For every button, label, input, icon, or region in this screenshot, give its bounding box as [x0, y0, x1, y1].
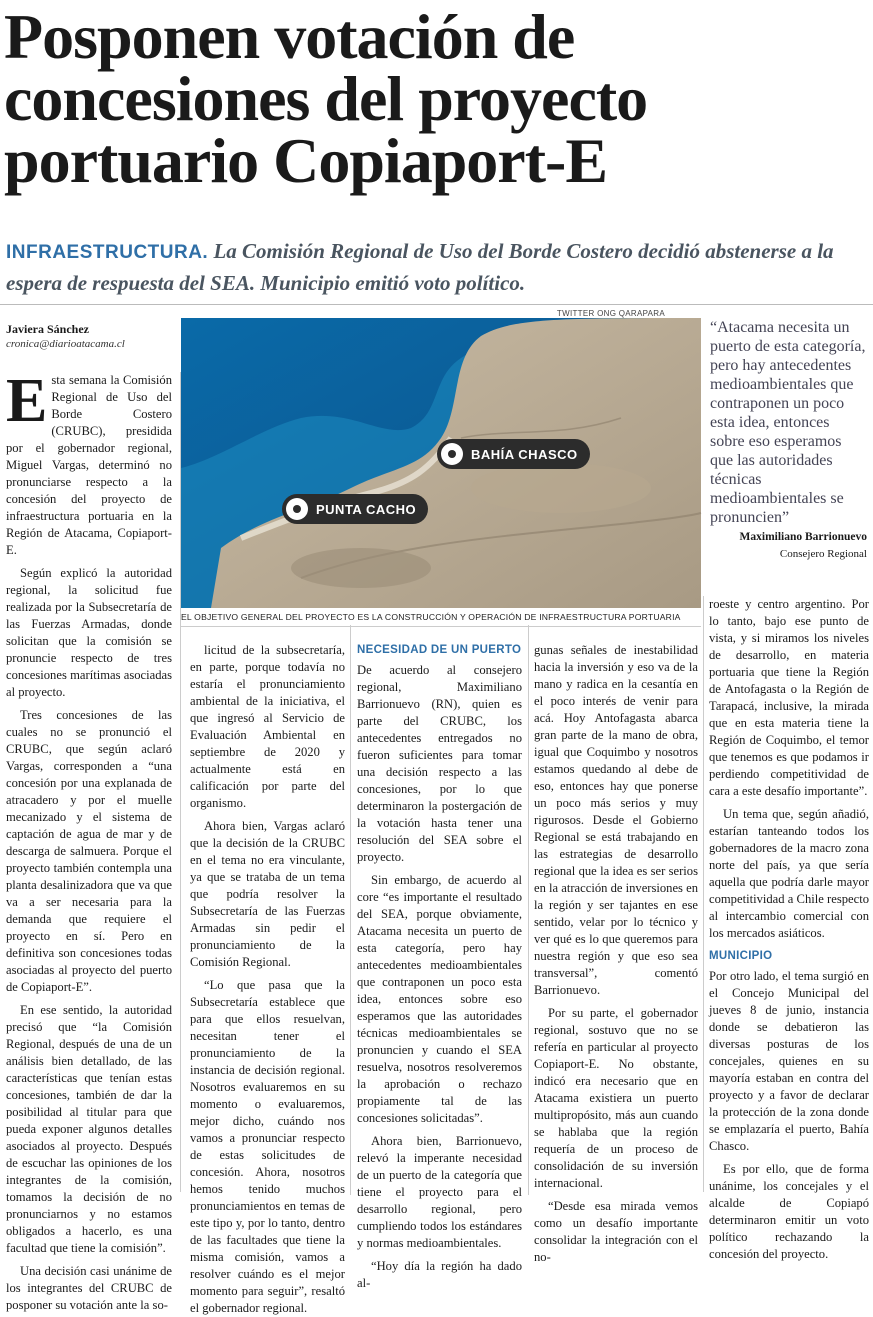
- paragraph: gunas señales de inestabilidad hacia la inversión y eso va de la mano y radica en la cesantía en el poco interés de venir para acá. Hoy Antofagasta abarca gran parte de la mano de obra, igual que Coquimbo y nosotros estamos quedando al debe de eso, entonces hay que ponerse un poco más serios y muy rigurosos. Desde el Gobierno Regional se está trabajando en las estrategias de desarrollo regional que la idea es ser serios en la atracción de inversiones en la región y ser tajantes en ese sentido, velar por lo técnico y ver qué es lo que queremos para nuestra región y que eso sea transversal”, comentó Barrionuevo.: [534, 643, 698, 997]
- label-text: PUNTA CACHO: [316, 501, 417, 517]
- paragraph: licitud de la subsecretaría, en parte, porque todavía no estaría el pronunciamiento ambiental de la iniciativa, el que ingresó al Servicio de Evaluación Ambiental en septiembre de 2020 y actualmente está en calificación por parte del organismo.: [190, 643, 345, 810]
- paragraph: Sin embargo, de acuerdo al core “es importante el resultado del SEA, porque obviamente, Atacama necesita un puerto de esta categoría, pero hay antecedentes medioambientales que contraponen un poco esta idea, entonces sobre eso esperamos que las autoridades técnicas medioambientales se pronuncien y cuando el SEA resuelva, nosotros resolveremos la aprobación o rechazo propiamente tal de las concesiones solicitadas”.: [357, 873, 522, 1125]
- subheading: NECESIDAD DE UN PUERTO: [357, 644, 522, 656]
- photo-caption: EL OBJETIVO GENERAL DEL PROYECTO ES LA CONSTRUCCIÓN Y OPERACIÓN DE INFRAESTRUCTURA PORTUARIA: [181, 612, 701, 627]
- headline-line-1: Posponen votación de: [4, 1, 575, 72]
- deck-text: La Comisión Regional de Uso del Borde Costero decidió abstenerse a la espera de respuesta del SEA. Municipio emitió voto político.: [6, 239, 834, 295]
- headline: [4, 1, 864, 196]
- headline-line-2: concesiones del proyecto: [4, 63, 648, 134]
- column-divider: [180, 372, 181, 1192]
- quote-role: Consejero Regional: [779, 548, 867, 560]
- map-label-bahia-chasco: [437, 439, 590, 469]
- paragraph: En ese sentido, la autoridad precisó que “la Comisión Regional, después de una de un análisis bien detallado, de las características que tenían estas concesiones, también de dar la posibilidad al titular para que pueda exponer algunos detalles asociados al proyecto. Después de escuchar las opiniones de los integrantes de la comisión, tomamos la decisión de no pronunciarnos y no estamos obligados a hacerlo, es una facultad que tiene la comisión”.: [6, 1003, 172, 1255]
- column-divider: [350, 625, 351, 1195]
- map-label-punta-cacho: [282, 494, 428, 524]
- column-divider: [528, 625, 529, 1195]
- paragraph: Por su parte, el gobernador regional, sostuvo que no se refería en particular al proyecto Copiaport-E. No obstante, indicó era necesario que en Atacama existiera un puerto multipropósito, más aun cuando se hablaba que la región requería de un proceso de consolidación de su inversión internacional.: [534, 1006, 698, 1190]
- article-column-2: [190, 642, 345, 1315]
- paragraph: “Desde esa mirada vemos como un desafío importante consolidar la integración con el no-: [534, 1199, 698, 1264]
- headline-line-3: portuario Copiaport-E: [4, 125, 607, 196]
- deck: [6, 236, 866, 298]
- author-email[interactable]: cronica@diarioatacama.cl: [6, 338, 125, 350]
- location-pin-icon: [441, 443, 463, 465]
- section-kicker: INFRAESTRUCTURA.: [6, 242, 209, 263]
- paragraph: Según explicó la autoridad regional, la solicitud fue realizada por la Subsecretaría de las Fuerzas Armadas, donde solicitan que la comisión se pronuncie respecto de tres concesiones marítimas asociadas al proyecto.: [6, 566, 172, 699]
- pull-quote: “Atacama necesita un puerto de esta categoría, pero hay antecedentes medioambientales que contraponen un poco esta idea, entonces sobre eso esperamos que las autoridades técnicas medioambientales se pronuncien”: [710, 319, 866, 526]
- paragraph: [6, 367, 172, 559]
- article-column-1: [6, 367, 172, 1312]
- paragraph: Una decisión casi unánime de los integrantes del CRUBC de posponer su votación ante la so-: [6, 1264, 172, 1312]
- paragraph: Tres concesiones de las cuales no se pronunció el CRUBC, que según aclaró Vargas, corresponden a “una concesión por una explanada de atracadero y por el muelle mecanizado y el sistema de captación de agua de mar y de descarga de salmuera. Porque el proyecto también contempla una planta desalinizadora que va que va a ser necesaria para la demanda que requiere el proyecto en sí. Pero en definitiva son concesiones todas asociadas al proyecto del puerto de Copiaport-E”.: [6, 708, 172, 994]
- article-column-3: [357, 640, 522, 1290]
- paragraph: roeste y centro argentino. Por lo tanto, bajo ese punto de vista, y si miramos los niveles de desarrollo, en materia portuaria que tiene la Región de Antofagasta o la Región de Tarapacá, inclusive, la mirada que en esta materia tiene la Región de Coquimbo, el temor que tenemos es que podamos ir perdiendo competitividad de cara a este desafío importante”.: [709, 597, 869, 798]
- subheading: MUNICIPIO: [709, 950, 773, 962]
- paragraph: Ahora bien, Barrionuevo, relevó la imperante necesidad de un puerto de la categoría que tiene el proyecto para el desarrollo regional, pero cumpliendo todos los estándares y normas medioambientales.: [357, 1134, 522, 1250]
- label-text: BAHÍA CHASCO: [471, 446, 578, 462]
- paragraph: Es por ello, que de forma unánime, los concejales y el alcalde de Copiapó determinaron emitir un voto político rechazando la concesión del proyecto.: [709, 1162, 869, 1261]
- column-divider: [703, 596, 704, 1192]
- paragraph: De acuerdo al consejero regional, Maximiliano Barrionuevo (RN), quien es parte del CRUBC, los antecedentes entregados no fueron suficientes para tomar una decisión respecto a las concesiones, por lo que determinaron la postergación de la votación hasta tener una resolución del SEA sobre el proyecto.: [357, 663, 522, 864]
- paragraph-text: sta semana la Comisión Regional de Uso del Borde Costero (CRUBC), presidida por el gobernador regional, Miguel Vargas, determinó no pronunciarse respecto a la concesión del proyecto de infraestructura portuaria en la Región de Atacama, Copiaport-E.: [6, 373, 172, 557]
- paragraph: “Lo que pasa que la Subsecretaría establece que para que ellos resuelvan, necesitan tener el pronunciamiento de la instancia de decisión regional. Nosotros evaluaremos en su momento o evaluaremos, mejor dicho, cuándo nos vamos a pronunciar respecto de estas solicitudes de concesión. Ahora, nosotros hemos tenido muchos pronunciamientos en temas de este tipo y, por lo tanto, dentro de las facultades que tiene la misma comisión, vamos a resolver cuándo es el mejor momento para seguir”, resaltó el gobernador regional.: [190, 978, 345, 1315]
- author-name: Javiera Sánchez: [6, 322, 89, 336]
- paragraph: Un tema que, según añadió, estarían tanteando todos los gobernadores de la macro zona norte del país, ya que sería aquella que podría darle mayor competitividad a Chile respecto al intercambio comercial con los mercados asiáticos.: [709, 807, 869, 940]
- quote-author: Maximiliano Barrionuevo: [739, 531, 867, 543]
- paragraph: Ahora bien, Vargas aclaró que la decisión de la CRUBC en el tema no era vinculante, ya que se trataba de un tema que podría resolver la Subsecretaría de las Fuerzas Armadas sin pedir el pronunciamiento de la Comisión Regional.: [190, 819, 345, 969]
- drop-cap: E: [6, 367, 48, 435]
- paragraph: “Hoy día la región ha dado al-: [357, 1259, 522, 1290]
- article-column-4: [534, 642, 698, 1264]
- location-pin-icon: [286, 498, 308, 520]
- aerial-photo: [181, 318, 701, 608]
- divider: [0, 304, 873, 305]
- article-column-5: [709, 596, 869, 1261]
- photo-credit: TWITTER ONG QARAPARA: [556, 309, 665, 318]
- paragraph: Por otro lado, el tema surgió en el Concejo Municipal del jueves 8 de junio, instancia donde se debatieron las diversas posturas de los concejales, quienes en su mayoría estaban en contra del proyecto y a favor de declarar la protección de la zona donde se emplazaría el puerto, Bahía Chasco.: [709, 969, 869, 1153]
